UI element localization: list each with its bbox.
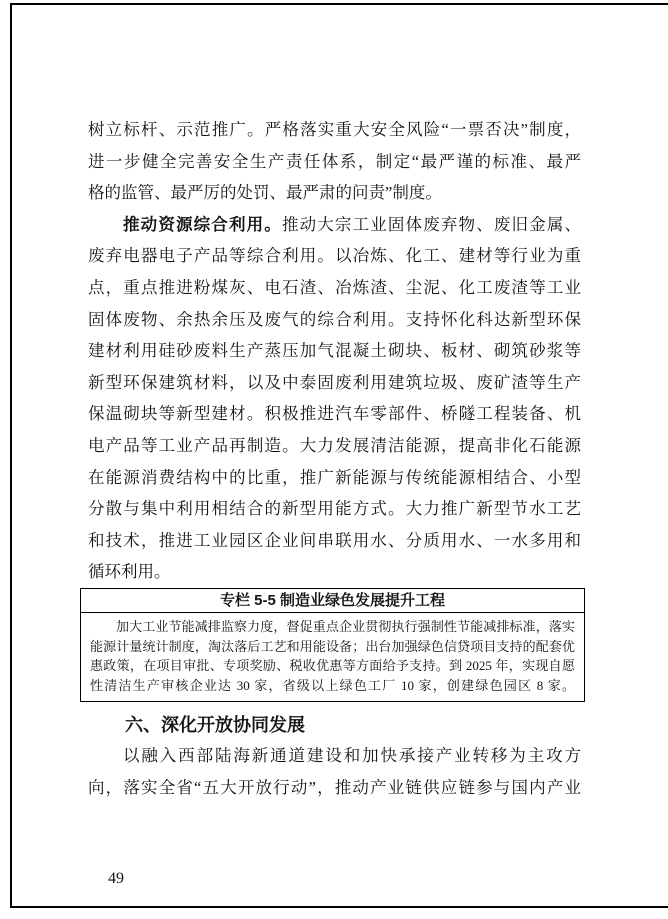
text-line: 和技术，推进工业园区企业间串联用水、分质用水、一水多用和 (88, 530, 581, 550)
text-line: 点，重点推进粉煤灰、电石渣、冶炼渣、尘泥、化工废渣等工业 (88, 277, 581, 297)
feature-box-column-5-5 (80, 588, 585, 702)
text-line: 树立标杆、示范推广。严格落实重大安全风险“一票否决”制度， (88, 120, 581, 139)
text-line: 性清洁生产审核企业达 30 家，省级以上绿色工厂 10 家，创建绿色园区 8 家。 (90, 677, 575, 693)
text-line: 进一步健全完善安全生产责任体系，制定“最严谨的标准、最严 (88, 151, 581, 171)
text-line: 循环利用。 (88, 562, 171, 582)
paragraph-resource-utilization (88, 209, 581, 588)
text-line: 废弃电器电子产品等综合利用。以冶炼、化工、建材等行业为重 (88, 246, 581, 266)
page-number: 49 (108, 870, 124, 887)
text-line: 推动资源综合利用。推动大宗工业固体废弃物、废旧金属、 (123, 214, 581, 234)
body-text (88, 114, 581, 588)
text-line: 保温砌块等新型建材。积极推进汽车零部件、桥隧工程装备、机 (88, 404, 581, 424)
text-line: 以融入西部陆海新通道建设和加快承接产业转移为主攻方 (123, 746, 581, 765)
section-heading-six: 六、深化开放协同发展 (125, 715, 305, 735)
text-line: 电产品等工业产品再制造。大力发展清洁能源，提高非化石能源 (88, 435, 581, 455)
text-line: 惠政策，在项目审批、专项奖励、税收优惠等方面给予支持。到 2025 年，实现自愿 (90, 658, 575, 673)
text-line: 能源计量统计制度，淘汰落后工艺和用能设备；出台加强绿色信贷项目支持的配套优 (90, 638, 575, 654)
text-line: 固体废物、余热余压及废气的综合利用。支持怀化科达新型环保 (88, 309, 581, 329)
text-line: 加大工业节能减排监察力度，督促重点企业贯彻执行强制性节能减排标准，落实 (116, 619, 575, 634)
text-line: 格的监管、最严厉的处罚、最严肃的问责”制度。 (88, 183, 442, 203)
feature-box-title: 专栏 5-5 制造业绿色发展提升工程 (81, 589, 584, 613)
text-line: 新型环保建筑材料，以及中泰固废利用建筑垃圾、废矿渣等生产 (88, 372, 581, 392)
feature-box-body (81, 613, 584, 701)
paragraph-open-development (88, 740, 581, 803)
text-line: 向，落实全省“五大开放行动”，推动产业链供应链参与国内产业 (88, 777, 581, 797)
text-line: 在能源消费结构中的比重，推广新能源与传统能源相结合、小型 (88, 467, 581, 487)
text-line: 建材利用硅砂废料生产蒸压加气混凝土砌块、板材、砌筑砂浆等 (88, 341, 581, 361)
text-line: 分散与集中利用相结合的新型用能方式。大力推广新型节水工艺 (88, 499, 581, 519)
paragraph-safety-production (88, 114, 581, 209)
